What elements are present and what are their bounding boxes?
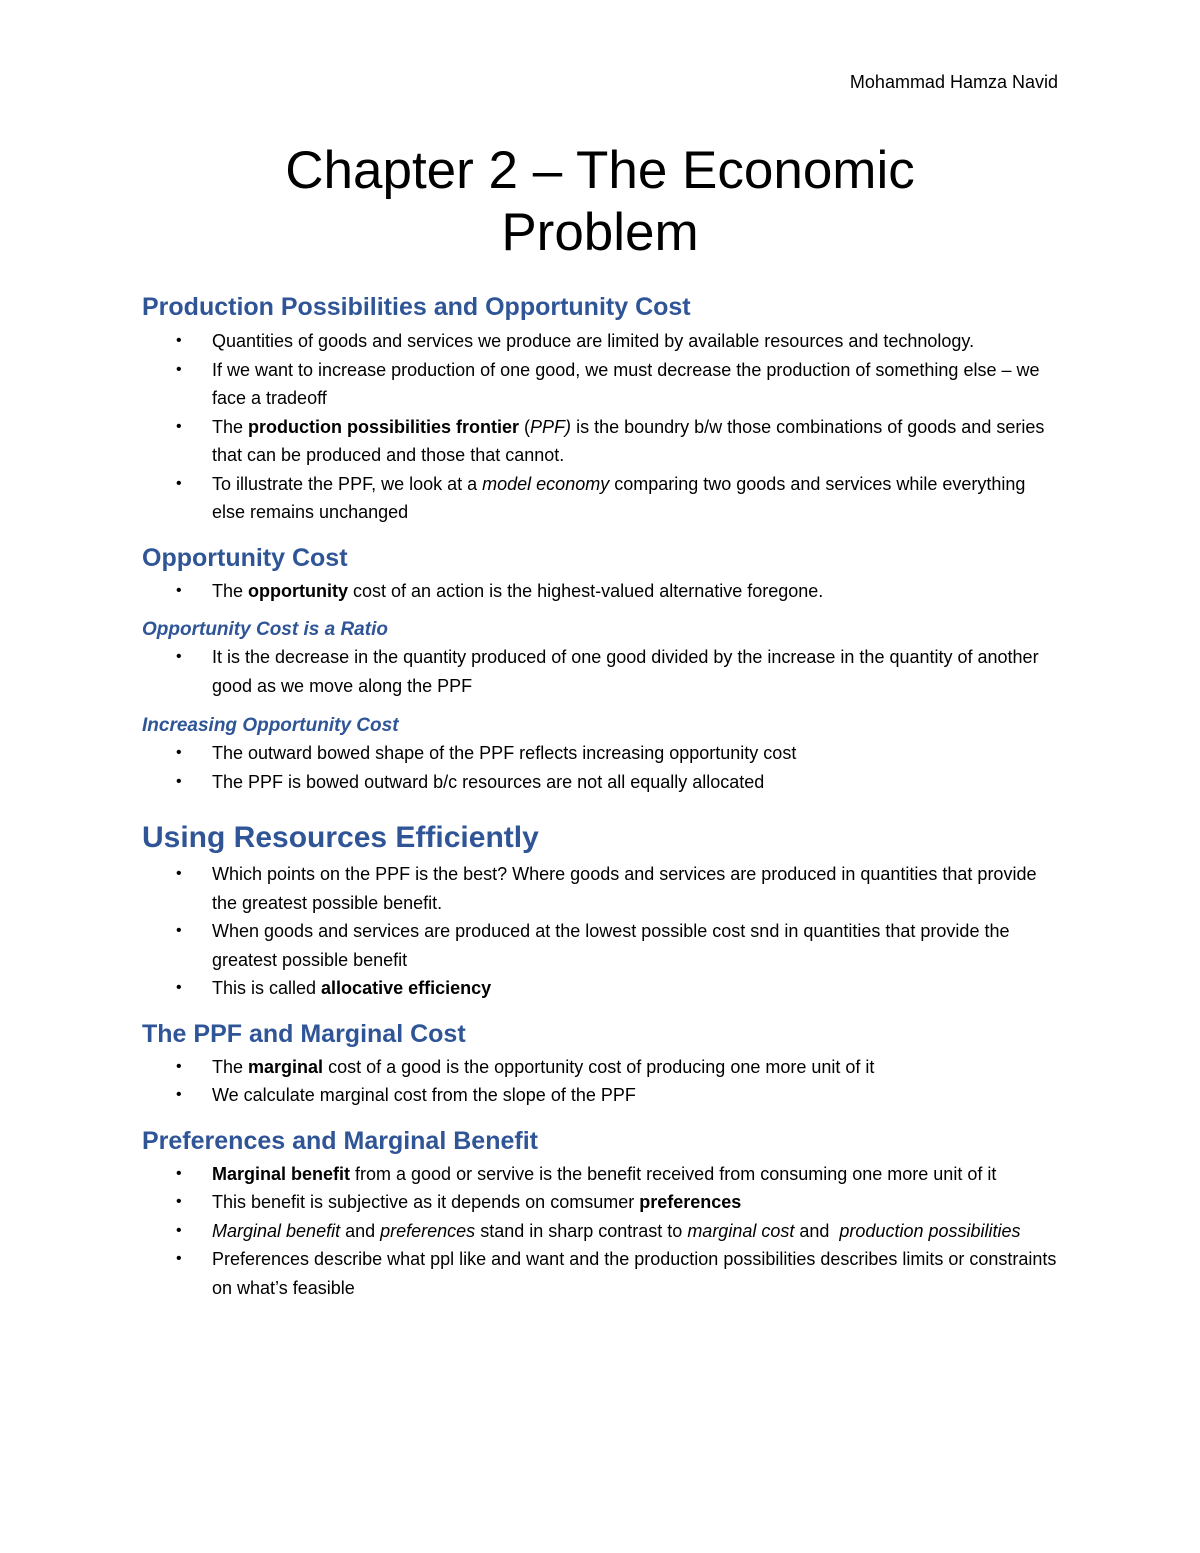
bullet-list xyxy=(142,1160,1062,1303)
heading-increasing-opportunity-cost: Increasing Opportunity Cost xyxy=(142,715,399,736)
list-item-text: ( xyxy=(519,416,531,437)
author-name: Mohammad Hamza Navid xyxy=(849,72,1058,92)
bullet-icon: • xyxy=(176,648,182,665)
list-item xyxy=(142,1053,1062,1082)
list-item xyxy=(142,413,1062,470)
heading-opportunity-cost: Opportunity Cost xyxy=(142,543,348,572)
list-item xyxy=(142,643,1062,700)
heading-production-possibilities: Production Possibilities and Opportunity Cost xyxy=(142,293,691,321)
list-item-text: The xyxy=(212,580,249,601)
list-item xyxy=(142,768,1062,797)
title-line-1: Chapter 2 – The Economic xyxy=(285,141,915,200)
list-item-text: cost of an action is the highest-valued alternative foregone. xyxy=(348,580,824,601)
bullet-icon: • xyxy=(176,474,182,492)
italic-term: production possibilities xyxy=(839,1220,1021,1241)
list-item xyxy=(142,1217,1062,1246)
list-item-text: Quantities of goods and services we produce are limited by available resources and technology. xyxy=(212,331,975,351)
list-item-text: We calculate marginal cost from the slope of the PPF xyxy=(212,1085,636,1105)
list-item-text: Which points on the PPF is the best? Where goods and services are produced in quantities that provide the greatest possible benefit. xyxy=(212,864,1037,913)
list-item-text: cost of a good is the opportunity cost of producing one more unit of it xyxy=(323,1056,875,1077)
list-item-text: The outward bowed shape of the PPF reflects increasing opportunity cost xyxy=(212,743,797,763)
list-item-text: This is called xyxy=(212,978,322,998)
list-item-text: is the boundry b/w those combinations of goods and series that can be produced and those that cannot. xyxy=(212,416,1045,465)
bullet-icon: • xyxy=(176,1057,182,1075)
bullet-list xyxy=(142,327,1062,527)
list-item-text: If we want to increase production of one good, we must decrease the production of something else – we face a tradeoff xyxy=(212,359,1040,408)
bullet-list xyxy=(142,860,1062,1003)
bold-term: Marginal benefit xyxy=(212,1163,351,1184)
list-item xyxy=(142,470,1062,527)
list-item-text: The PPF is bowed outward b/c resources are not all equally allocated xyxy=(212,771,765,792)
list-item xyxy=(142,1245,1062,1302)
bullet-icon: • xyxy=(176,1250,182,1267)
bullet-icon: • xyxy=(176,1164,182,1182)
list-item-text: To illustrate the PPF, we look at a xyxy=(212,473,483,494)
bullet-icon: • xyxy=(176,581,182,599)
italic-term: Marginal benefit xyxy=(212,1220,341,1241)
bullet-list xyxy=(142,1053,1062,1110)
bullet-icon: • xyxy=(176,922,182,939)
list-item-text: and xyxy=(340,1220,381,1241)
italic-term: preferences xyxy=(380,1220,476,1241)
list-item xyxy=(142,1081,1062,1110)
list-item-text: stand in sharp contrast to xyxy=(475,1220,688,1241)
bullet-list xyxy=(142,577,1062,606)
bullet-icon: • xyxy=(176,360,182,378)
italic-term: marginal cost xyxy=(687,1220,795,1241)
list-item-text: comparing two goods and services while everything else remains unchanged xyxy=(212,473,1026,522)
list-item xyxy=(142,974,1062,1003)
bullet-icon: • xyxy=(176,1086,182,1103)
bold-term: opportunity xyxy=(248,580,349,601)
list-item xyxy=(142,1160,1062,1189)
bold-term: allocative efficiency xyxy=(321,978,492,998)
document-body xyxy=(142,290,1062,1302)
list-item-text: Preferences describe what ppl like and want and the production possibilities describes limits or constraints on what’s feasible xyxy=(212,1249,1057,1298)
list-item-text: This benefit is subjective as it depends on comsumer xyxy=(212,1192,640,1212)
heading-ppf-marginal-cost: The PPF and Marginal Cost xyxy=(142,1019,466,1048)
bullet-list xyxy=(142,643,1062,700)
bold-term: preferences xyxy=(639,1192,742,1212)
list-item xyxy=(142,577,1062,606)
list-item xyxy=(142,739,1062,768)
bullet-icon: • xyxy=(176,772,182,790)
list-item-text: and xyxy=(794,1220,840,1241)
list-item xyxy=(142,327,1062,356)
italic-term: model economy xyxy=(482,473,610,494)
bold-term: production possibilities frontier xyxy=(248,416,520,437)
list-item-text: The xyxy=(212,416,249,437)
list-item-text: When goods and services are produced at the lowest possible cost snd in quantities that provide the greatest possible benefit xyxy=(212,921,1010,970)
title-line-2: Problem xyxy=(501,203,699,262)
bullet-icon: • xyxy=(176,332,182,349)
list-item-text: from a good or servive is the benefit received from consuming one more unit of it xyxy=(350,1163,997,1184)
list-item xyxy=(142,917,1062,974)
bullet-icon: • xyxy=(176,417,182,435)
bullet-list xyxy=(142,739,1062,796)
bullet-icon: • xyxy=(176,744,182,761)
list-item xyxy=(142,356,1062,413)
page-title xyxy=(0,140,1200,264)
list-item-text: It is the decrease in the quantity produced of one good divided by the increase in the quantity of another good as we move along the PPF xyxy=(212,647,1039,696)
bullet-icon: • xyxy=(176,979,182,996)
italic-term: PPF) xyxy=(530,416,572,437)
list-item xyxy=(142,860,1062,917)
list-item-text: The xyxy=(212,1056,249,1077)
heading-using-resources-efficiently: Using Resources Efficiently xyxy=(142,821,539,854)
heading-preferences-marginal-benefit: Preferences and Marginal Benefit xyxy=(142,1126,538,1155)
list-item xyxy=(142,1188,1062,1217)
bold-term: marginal xyxy=(248,1056,324,1077)
bullet-icon: • xyxy=(176,1193,182,1210)
bullet-icon: • xyxy=(176,865,182,882)
bullet-icon: • xyxy=(176,1221,182,1239)
heading-opportunity-cost-ratio: Opportunity Cost is a Ratio xyxy=(142,619,388,640)
